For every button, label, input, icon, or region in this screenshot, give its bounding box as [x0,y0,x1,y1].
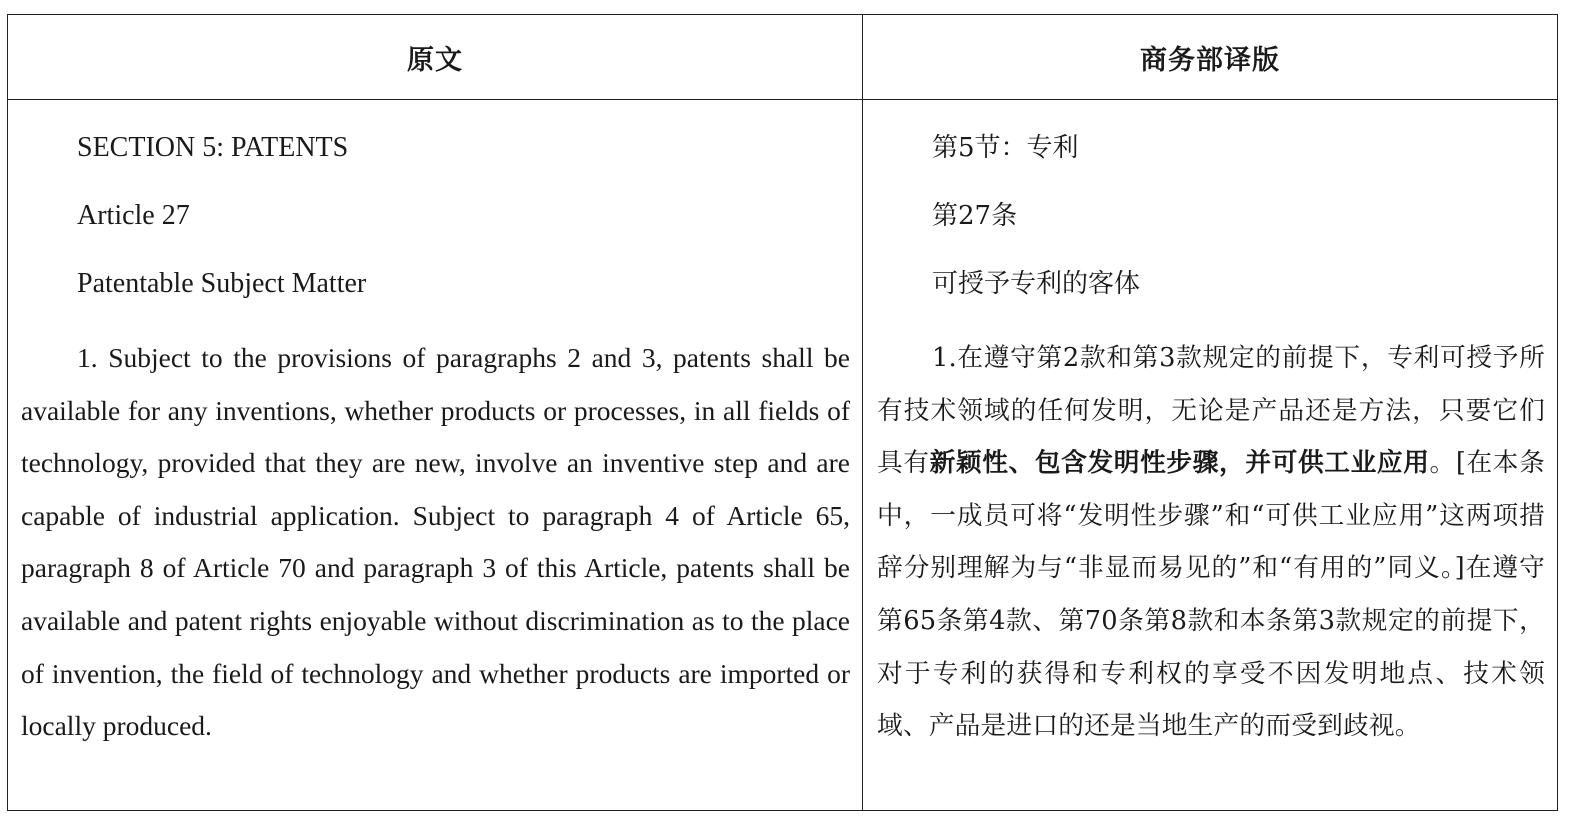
original-article-title: Patentable Subject Matter [77,268,367,299]
translation-section-heading: 第5节：专利 [932,133,1079,163]
original-article-number: Article 27 [77,200,190,231]
translation-paragraph-part1: 1.在遵守第2款和第3款规定的前提下，专利可授予所有技术领域的任何发明，无论是产品还是方法，只要它们具有 [877,343,1545,479]
header-translation: 商务部译版 [1140,45,1280,76]
translation-article-number: 第27条 [932,201,1018,231]
translation-article-title: 可授予专利的客体 [932,269,1141,299]
comparison-table [7,14,1558,811]
translation-paragraph-bold: 新颖性、包含发明性步骤，并可供工业应用 [929,448,1430,479]
translation-paragraph [877,332,1545,753]
original-section-heading: SECTION 5: PATENTS [77,132,349,163]
original-paragraph: 1. Subject to the provisions of paragraphs 2 and 3, patents shall be available for any inventions, whether products or processes, in all fields of technology, provided that they are new, involve an inventive step and are capable of industrial application. Subject to paragraph 4 of Article 65, paragraph 8 of Article 70 and paragraph 3 of this Article, patents shall be available and patent rights enjoyable without discrimination as to the place of invention, the field of technology and whether products are imported or locally produced. [21,342,850,742]
translation-paragraph-part2: 。[在本条中，一成员可将“发明性步骤”和“可供工业应用”这两项措辞分别理解为与“非显而易见的”和“有用的”同义。]在遵守第65条第4款、第70条第8款和本条第3款规定的前提下，对于专利的获得和专利权的享受不因发明地点、技术领域、产品是进口的还是当地生产的而受到歧视。 [877,448,1545,742]
original-text-cell [8,100,862,810]
header-original: 原文 [407,45,463,76]
translation-text-cell [863,100,1557,810]
